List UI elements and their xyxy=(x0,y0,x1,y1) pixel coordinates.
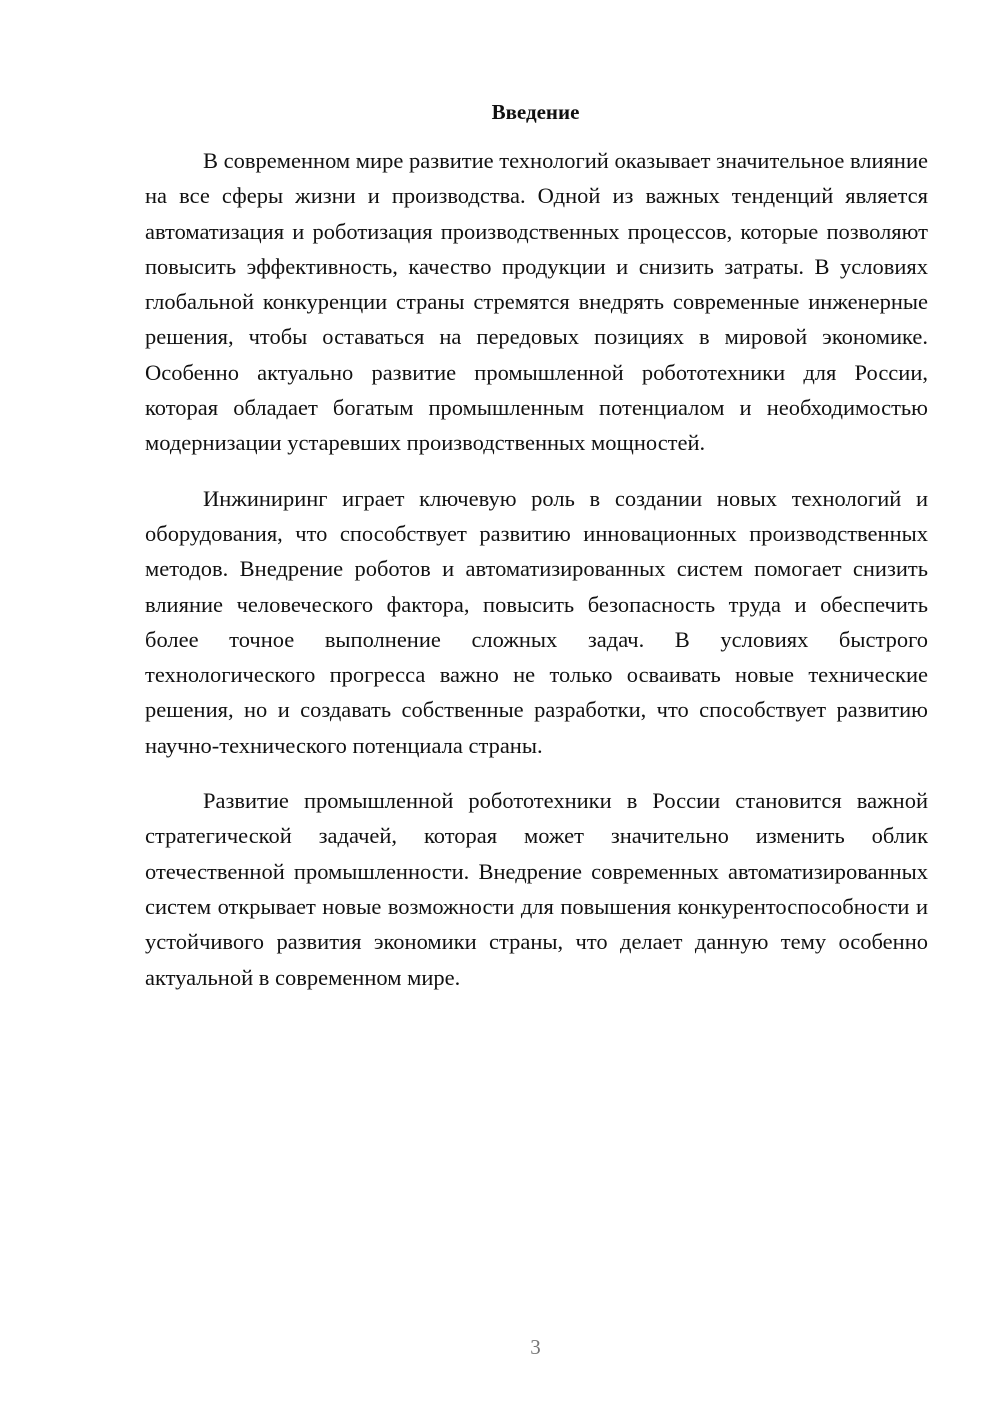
section-title: Введение xyxy=(491,100,580,124)
page-number: 3 xyxy=(530,1335,541,1359)
paragraph-1: В современном мире развитие технологий оказывает значительное влияние на все сферы жизни и производства. Одной из важных тенденций является автоматизация и роботизация производственных процессов, которые позволяют повысить эффективность, качество продукции и снизить затраты. В условиях глобальной конкуренции страны стремятся внедрять современные инженерные решения, чтобы оставаться на передовых позициях в мировой экономике. Особенно актуально развитие промышленной робототехники для России, которая обладает богатым промышленным потенциалом и необходимостью модернизации устаревших производственных мощностей. xyxy=(145,148,928,456)
body-text xyxy=(145,143,928,1015)
paragraph-2: Инжиниринг играет ключевую роль в создании новых технологий и оборудования, что способствует развитию инновационных производственных методов. Внедрение роботов и автоматизированных систем помогает снизить влияние человеческого фактора, повысить безопасность труда и обеспечить более точное выполнение сложных задач. В условиях быстрого технологического прогресса важно не только осваивать новые технические решения, но и создавать собственные разработки, что способствует развитию научно-технического потенциала страны. xyxy=(145,485,928,758)
paragraph-3: Развитие промышленной робототехники в России становится важной стратегической задачей, которая может значительно изменить облик отечественной промышленности. Внедрение современных автоматизированных систем открывает новые возможности для повышения конкурентоспособности и устойчивого развития экономики страны, что делает данную тему особенно актуальной в современном мире. xyxy=(145,788,928,990)
